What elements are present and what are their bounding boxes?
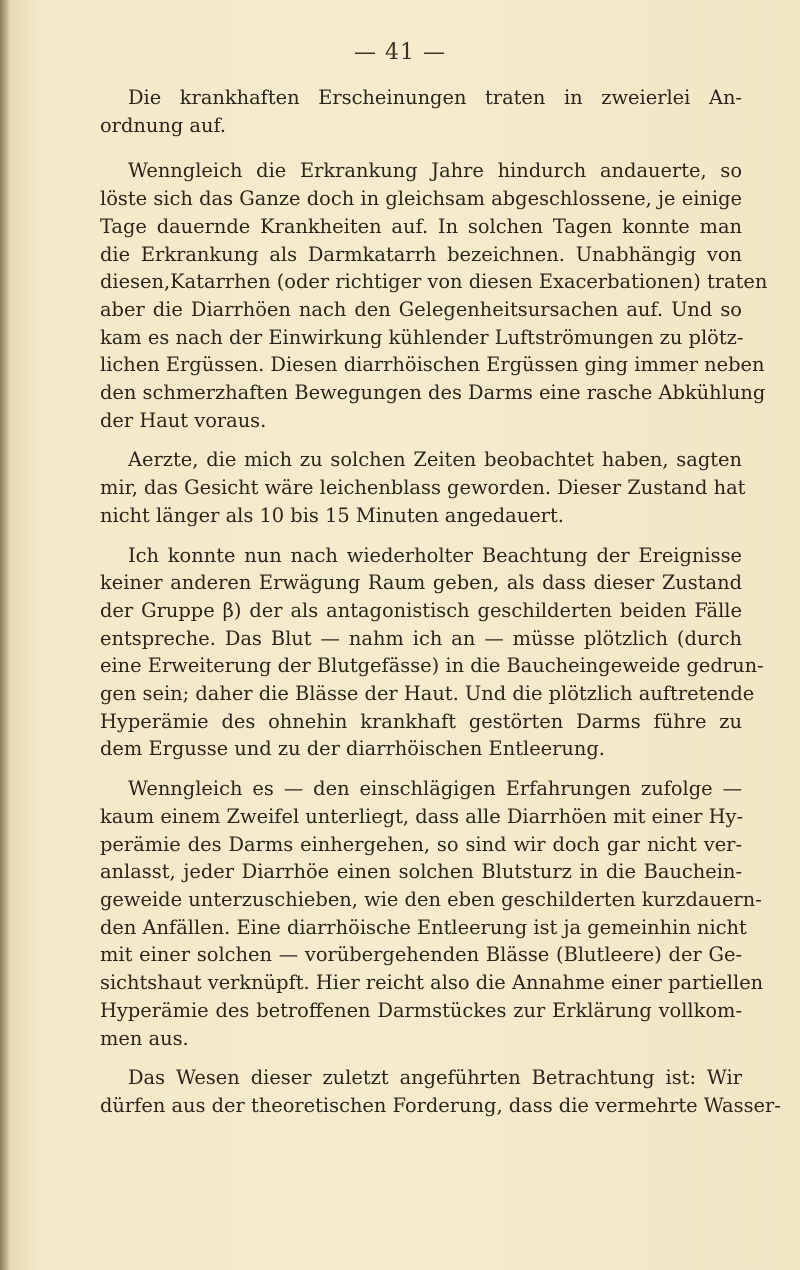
text-line: Wenngleich die Erkrankung Jahre hindurch andauerte, so: [128, 159, 742, 183]
paragraph-2: [100, 157, 768, 434]
text-line: kaum einem Zweifel unterliegt, dass alle Diarrhöen mit einer Hy-: [100, 804, 744, 828]
text-line: Das Wesen dieser zuletzt angeführten Betrachtung ist: Wir: [128, 1066, 742, 1090]
text-line: sichtshaut verknüpft. Hier reicht also die Annahme einer partiellen: [100, 971, 764, 995]
text-line: diesen,Katarrhen (oder richtiger von diesen Exacerbationen) traten: [100, 270, 768, 294]
text-line: ordnung auf.: [100, 113, 227, 137]
body-text: [100, 84, 781, 1120]
text-line: gen sein; daher die Blässe der Haut. Und die plötzlich auftretende: [100, 682, 755, 706]
text-line: Ich konnte nun nach wiederholter Beachtung der Ereignisse: [128, 543, 742, 567]
text-line: Hyperämie des ohnehin krankhaft gestörten Darms führe zu: [100, 709, 742, 733]
text-line: Die krankhaften Erscheinungen traten in zweierlei An-: [128, 86, 742, 109]
text-line: entspreche. Das Blut — nahm ich an — müsse plötzlich (durch: [100, 626, 742, 650]
text-line: nicht länger als 10 bis 15 Minuten angedauert.: [100, 503, 564, 527]
text-line: lichen Ergüssen. Diesen diarrhöischen Ergüssen ging immer neben: [100, 353, 765, 377]
paragraph-6: [100, 1064, 781, 1119]
text-line: perämie des Darms einhergehen, so sind wir doch gar nicht ver-: [100, 832, 742, 856]
text-line: men aus.: [100, 1026, 189, 1050]
text-line: Wenngleich es — den einschlägigen Erfahrungen zufolge —: [128, 777, 742, 801]
text-line: dürfen aus der theoretischen Forderung, dass die vermehrte Wasser-: [100, 1093, 781, 1117]
paragraph-5: [100, 775, 764, 1052]
paragraph-1: [100, 84, 742, 139]
page-spine-shadow: [0, 0, 10, 1270]
text-line: mit einer solchen — vorübergehenden Blässe (Blutleere) der Ge-: [100, 943, 742, 967]
text-line: den Anfällen. Eine diarrhöische Entleerung ist ja gemeinhin nicht: [100, 915, 747, 939]
page-number: — 41 —: [354, 40, 446, 65]
text-line: die Erkrankung als Darmkatarrh bezeichnen. Unabhängig von: [100, 242, 742, 266]
text-line: Aerzte, die mich zu solchen Zeiten beobachtet haben, sagten: [128, 448, 742, 472]
text-line: mir, das Gesicht wäre leichenblass geworden. Dieser Zustand hat: [100, 476, 746, 500]
text-line: der Gruppe β) der als antagonistisch geschilderten beiden Fälle: [100, 598, 742, 622]
text-line: anlasst, jeder Diarrhöe einen solchen Blutsturz in die Bauchein-: [100, 860, 742, 884]
text-line: keiner anderen Erwägung Raum geben, als dass dieser Zustand: [100, 571, 742, 595]
text-line: dem Ergusse und zu der diarrhöischen Entleerung.: [100, 737, 605, 761]
text-line: aber die Diarrhöen nach den Gelegenheitsursachen auf. Und so: [100, 297, 742, 321]
text-line: den schmerzhaften Bewegungen des Darms eine rasche Abkühlung: [100, 381, 766, 405]
paragraph-3: [100, 446, 746, 529]
paragraph-4: [100, 542, 764, 764]
text-line: löste sich das Ganze doch in gleichsam abgeschlossene, je einige: [100, 187, 742, 211]
text-line: der Haut voraus.: [100, 408, 267, 432]
text-line: eine Erweiterung der Blutgefässe) in die Baucheingeweide gedrun-: [100, 654, 764, 678]
text-line: Tage dauernde Krankheiten auf. In solchen Tagen konnte man: [100, 214, 742, 238]
text-line: geweide unterzuschieben, wie den eben geschilderten kurzdauern-: [100, 887, 762, 911]
text-line: kam es nach der Einwirkung kühlender Luftströmungen zu plötz-: [100, 325, 744, 349]
text-line: Hyperämie des betroffenen Darmstückes zur Erklärung vollkom-: [100, 998, 742, 1022]
